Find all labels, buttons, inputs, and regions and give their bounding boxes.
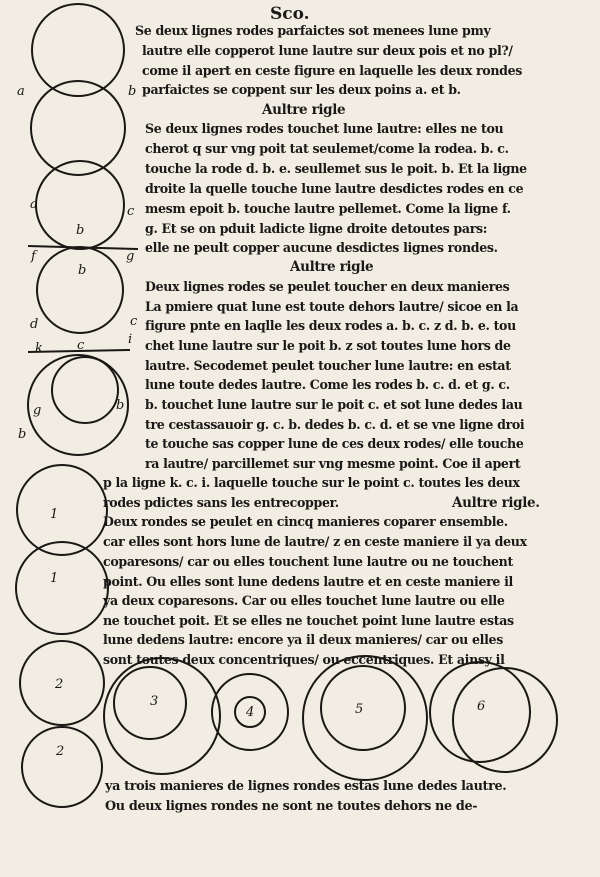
text-line: g. Et se on pduit ladicte ligne droite detoutes pars: [145, 221, 488, 236]
text-line: mesm epoit b. touche lautre pellemet. Come la ligne f. [145, 201, 511, 216]
text-line: droite la quelle touche lune lautre desdictes rodes en ce [145, 181, 524, 196]
fig5-circle-lower [22, 727, 102, 807]
label-1: 1 [50, 507, 59, 522]
label-2: 2 [56, 744, 65, 759]
label-c: c [77, 338, 85, 353]
label-3: 3 [150, 694, 159, 709]
text-line: elle ne peult copper aucune desdictes lignes rondes. [145, 240, 498, 255]
label-2: 2 [55, 677, 64, 692]
label-g: g [33, 403, 42, 418]
text-line: Ou deux lignes rondes ne sont ne toutes dehors ne de- [105, 799, 478, 814]
text-line: car elles sont hors lune de lautre/ z en ceste maniere il ya deux [103, 534, 527, 549]
label-a: a [30, 197, 38, 212]
label-i: i [128, 332, 133, 347]
label-g: g [126, 249, 135, 264]
text-line: Deux rondes se peulet en cincq manieres coparer ensemble. [103, 514, 508, 529]
section-heading: Aultre rigle [290, 259, 374, 275]
text-line: figure pnte en laqlle les deux rodes a. b. c. z d. b. e. tou [145, 318, 516, 333]
text-line: ya trois manieres de lignes rondes estas lune dedes lautre. [105, 779, 507, 794]
text-line: Se deux lignes rodes touchet lune lautre: elles ne tou [145, 121, 504, 136]
text-line: b. touchet lune lautre sur le poit c. et sot lune dedes lau [145, 397, 523, 412]
text-line: coparesons/ car ou elles touchent lune lautre ou ne touchent [103, 554, 513, 569]
text-line: p la ligne k. c. i. laquelle touche sur le point c. toutes les deux [103, 475, 520, 490]
fig3-circle-inner [52, 357, 118, 423]
label-5: 5 [355, 702, 364, 717]
label-b: b [128, 84, 137, 99]
fig6-circle-outer [104, 658, 220, 774]
label-6: 6 [477, 699, 486, 714]
label-b: b [18, 427, 27, 442]
text-line: Se deux lignes rodes parfaictes sot menees lune pmy [135, 23, 491, 38]
text-line: lautre elle copperot lune lautre sur deux pois et no pl?/ [142, 43, 513, 58]
label-c: c [127, 204, 135, 219]
fig2-circle-lower [37, 247, 123, 333]
text-line: lune toute dedes lautre. Come les rodes b. c. d. et g. c. [145, 377, 510, 392]
text-line: tre cestassauoir g. c. b. dedes b. c. d. et se vne ligne droi [145, 417, 525, 432]
text-line: te touche sas copper lune de ces deux rodes/ elle touche [145, 436, 524, 451]
section-heading: Aultre rigle [262, 102, 346, 118]
label-b: b [76, 223, 85, 238]
text-line: rodes pdictes sans les entrecopper. [103, 495, 339, 510]
label-1: 1 [50, 571, 59, 586]
label-e: c [130, 314, 138, 329]
text-line: ne touchet poit. Et se elles ne touchet point lune lautre estas [103, 613, 514, 628]
text-line: lune dedens lautre: encore ya il deux manieres/ car ou elles [103, 632, 503, 647]
label-b: b [116, 398, 125, 413]
page-number: Sco. [270, 4, 310, 24]
text-line: Deux lignes rodes se peulet toucher en deux manieres [145, 279, 510, 294]
section-heading: Aultre rigle. [452, 495, 540, 511]
text-line: lautre. Secodemet peulet toucher lune lautre: en estat [145, 358, 511, 373]
label-d: d [30, 317, 39, 332]
text-line: ra lautre/ parcillemet sur vng mesme point. Coe il apert [145, 456, 521, 471]
fig1-circle-upper [32, 4, 124, 96]
label-f: f [31, 249, 36, 264]
text-line: point. Ou elles sont lune dedens lautre et en ceste maniere il [103, 574, 513, 589]
text-line: come il apert en ceste figure en laquelle les deux rondes [142, 63, 523, 78]
fig3-circle-outer [28, 355, 128, 455]
label-b: b [78, 263, 87, 278]
text-line: sont toutes deux concentriques/ ou eccentriques. Et ainsy il [103, 652, 505, 667]
label-k: k [35, 341, 43, 356]
text-line: parfaictes se coppent sur les deux poins a. et b. [142, 82, 461, 97]
text-line: chet lune lautre sur le poit b. z sot toutes lune hors de [145, 338, 511, 353]
text-line: touche la rode d. b. e. seullemet sus le poit. b. Et la ligne [145, 161, 527, 176]
label-a: a [17, 84, 25, 99]
text-line: cherot q sur vng poit tat seulemet/come la rodea. b. c. [145, 141, 509, 156]
label-4: 4 [246, 705, 255, 720]
text-line: La pmiere quat lune est toute dehors lautre/ sicoe en la [145, 299, 519, 314]
text-line: ya deux coparesons. Car ou elles touchet lune lautre ou elle [103, 593, 505, 608]
